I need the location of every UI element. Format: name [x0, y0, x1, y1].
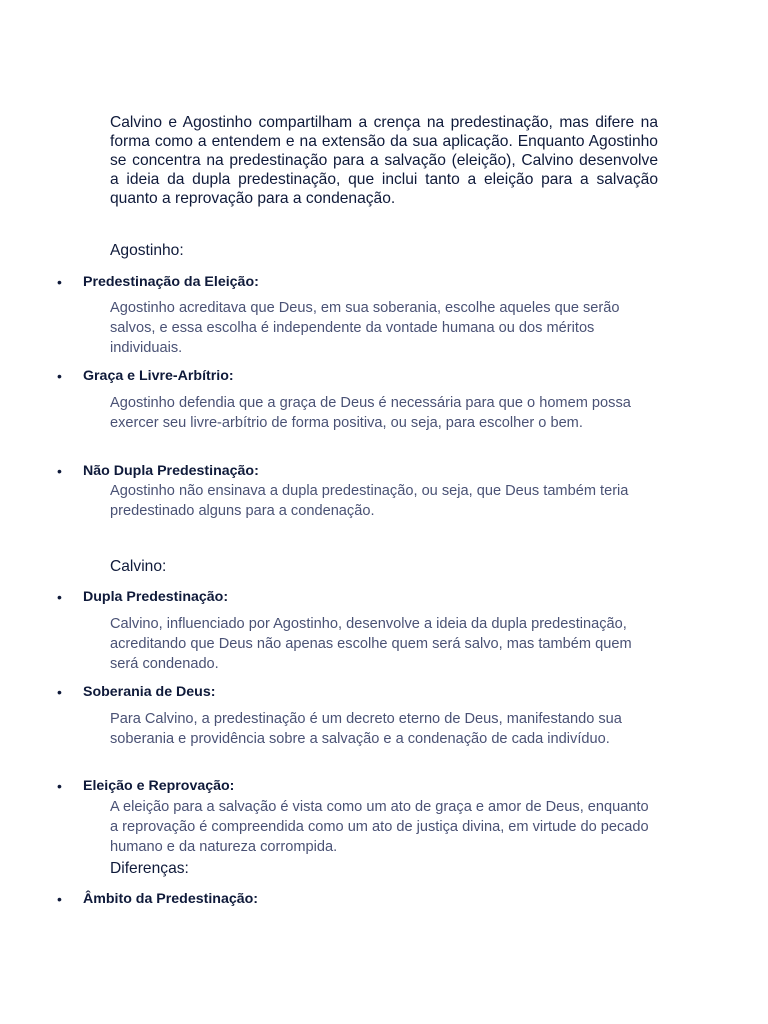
section-title-agostinho: Agostinho: — [110, 242, 184, 259]
bullet-icon: • — [57, 589, 62, 605]
item-description-dupla-predestinacao: Calvino, influenciado por Agostinho, desenvolve a ideia da dupla predestinação, acreditando que Deus não apenas escolhe quem será salvo, mas também quem será condenado. — [110, 616, 632, 672]
item-heading-soberania-de-deus: Soberania de Deus: — [83, 684, 216, 700]
item-heading-predestinacao-eleicao: Predestinação da Eleição: — [83, 274, 259, 290]
intro-paragraph: Calvino e Agostinho compartilham a crença na predestinação, mas difere na forma como a entendem e na extensão da sua aplicação. Enquanto Agostinho se concentra na predestinação para a salvação (eleição), Calvino desenvolve a ideia da dupla predestinação, que inclui tanto a eleição para a salvação quanto a reprovação para a condenação. — [110, 114, 658, 207]
item-heading-ambito-predestinacao: Âmbito da Predestinação: — [83, 891, 259, 907]
item-description-graca-livre-arbitrio: Agostinho defendia que a graça de Deus é necessária para que o homem possa exercer seu livre-arbítrio de forma positiva, ou seja, para escolher o bem. — [110, 395, 631, 431]
bullet-icon: • — [57, 274, 62, 290]
bullet-icon: • — [57, 891, 62, 907]
section-title-diferencas: Diferenças: — [110, 860, 189, 877]
section-title-calvino: Calvino: — [110, 558, 167, 575]
item-heading-nao-dupla-predestinacao: Não Dupla Predestinação: — [83, 463, 259, 479]
item-heading-dupla-predestinacao: Dupla Predestinação: — [83, 589, 229, 605]
item-description-nao-dupla-predestinacao: Agostinho não ensinava a dupla predestinação, ou seja, que Deus também teria predestinado alguns para a condenação. — [110, 483, 629, 519]
item-heading-eleicao-reprovacao: Eleição e Reprovação: — [83, 778, 235, 794]
item-description-predestinacao-eleicao: Agostinho acreditava que Deus, em sua soberania, escolhe aqueles que serão salvos, e essa escolha é independente da vontade humana ou dos méritos individuais. — [110, 300, 620, 356]
bullet-icon: • — [57, 684, 62, 700]
bullet-icon: • — [57, 463, 62, 479]
item-heading-graca-livre-arbitrio: Graça e Livre-Arbítrio: — [83, 368, 234, 384]
item-description-eleicao-reprovacao: A eleição para a salvação é vista como um ato de graça e amor de Deus, enquanto a reprovação é compreendida como um ato de justiça divina, em virtude do pecado humano e da natureza corrompida. — [110, 799, 649, 855]
item-description-soberania-de-deus: Para Calvino, a predestinação é um decreto eterno de Deus, manifestando sua soberania e providência sobre a salvação e a condenação de cada indivíduo. — [110, 711, 622, 747]
bullet-icon: • — [57, 778, 62, 794]
bullet-icon: • — [57, 368, 62, 384]
